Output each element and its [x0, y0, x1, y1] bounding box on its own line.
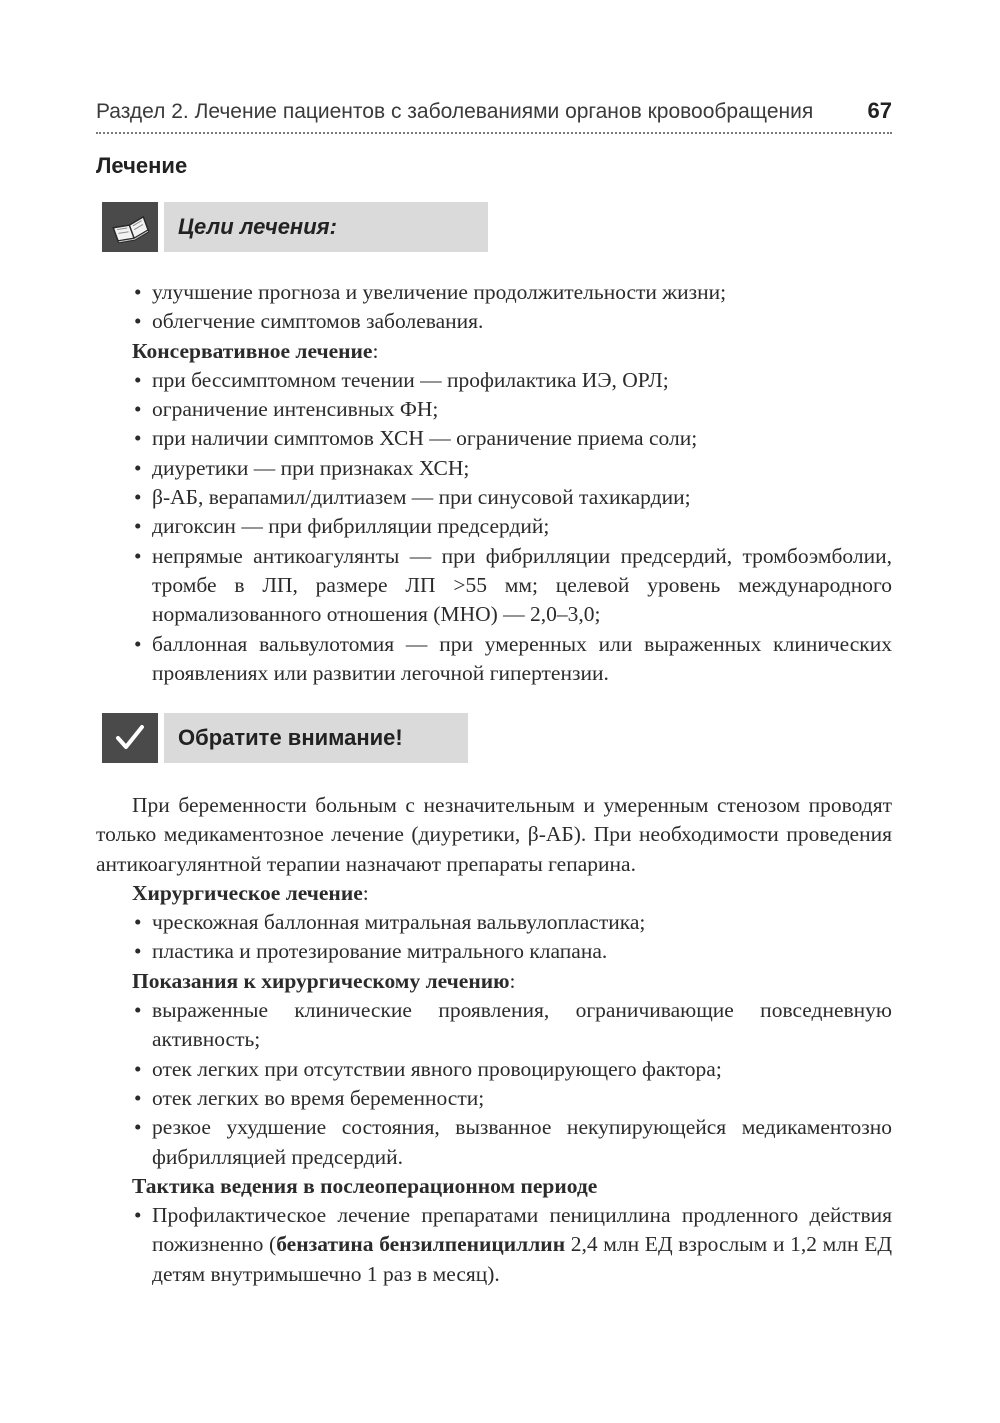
list-item: • облегчение симптомов заболевания.	[132, 307, 892, 336]
conservative-list	[132, 366, 892, 688]
list-item: • при наличии симптомов ХСН — ограничение приема соли;	[132, 424, 892, 453]
postop-item-suffix: 2,4 млн ЕД взрослым и 1,2 млн ЕД детям внутримышечно 1 раз в месяц).	[152, 1232, 892, 1286]
list-item: • отек легких при отсутствии явного провоцирующего фактора;	[132, 1055, 892, 1084]
section-title: Лечение	[96, 153, 188, 178]
attention-callout	[102, 713, 468, 763]
list-item: • резкое ухудшение состояния, вызванное некупирующейся медикаментозно фибрилляцией предсердий.	[132, 1113, 892, 1172]
list-item: • пластика и протезирование митрального клапана.	[132, 937, 892, 966]
list-item: • дигоксин — при фибрилляции предсердий;	[132, 512, 892, 541]
list-item: • непрямые антикоагулянты — при фибрилляции предсердий, тромбоэмболии, тромбе в ЛП, размере ЛП >55 мм; целевой уровень международного нормализованного отношения (МНО) — 2,0–3,0;	[132, 542, 892, 630]
surgical-heading: Хирургическое лечение	[132, 880, 363, 905]
list-item: • баллонная вальвулотомия — при умеренных или выраженных клинических проявлениях или развитии легочной гипертензии.	[132, 630, 892, 689]
conservative-heading-line	[132, 337, 892, 366]
list-item: • отек легких во время беременности;	[132, 1084, 892, 1113]
list-item	[132, 1201, 892, 1289]
goals-callout	[102, 202, 488, 252]
list-item: • при бессимптомном течении — профилактика ИЭ, ОРЛ;	[132, 366, 892, 395]
surgical-heading-line	[132, 879, 892, 908]
conservative-heading: Консервативное лечение	[132, 338, 373, 363]
list-item: • β-АБ, верапамил/дилтиазем — при синусовой тахикардии;	[132, 483, 892, 512]
list-item: • выраженные клинические проявления, ограничивающие повседневную активность;	[132, 996, 892, 1055]
surgical-list	[132, 908, 892, 967]
treatment-text-block	[132, 278, 892, 688]
goals-list	[132, 278, 892, 337]
postop-item-prefix: Профилактическое лечение препаратами пенициллина продленного действия пожизненно (	[152, 1203, 892, 1257]
list-item: • ограничение интенсивных ФН;	[132, 395, 892, 424]
indications-list	[132, 996, 892, 1172]
postop-list	[132, 1201, 892, 1289]
pregnancy-paragraph: При беременности больным с незначительным и умеренным стенозом проводят только медикаментозное лечение (диуретики, β-АБ). При необходимости проведения антикоагулянтной терапии назначают препараты гепарина.	[96, 793, 892, 876]
page-number: 67	[867, 98, 892, 123]
list-item: • диуретики — при признаках ХСН;	[132, 454, 892, 483]
checkmark-icon	[102, 713, 158, 763]
postop-heading: Тактика ведения в послеоперационном периоде	[132, 1173, 598, 1198]
indications-heading: Показания к хирургическому лечению	[132, 968, 510, 993]
heading-colon: :	[362, 880, 369, 905]
running-header	[96, 98, 892, 124]
list-item: • улучшение прогноза и увеличение продолжительности жизни;	[132, 278, 892, 307]
pregnancy-surgery-text-block	[96, 791, 892, 1289]
heading-colon: :	[509, 968, 516, 993]
drug-name: бензатина бензилпенициллин	[276, 1232, 566, 1257]
list-item: • чрескожная баллонная митральная вальвулопластика;	[132, 908, 892, 937]
heading-colon: :	[372, 338, 379, 363]
book-icon	[102, 202, 158, 252]
indications-heading-line	[132, 967, 892, 996]
running-title: Раздел 2. Лечение пациентов с заболеваниями органов кровообращения	[96, 100, 814, 123]
attention-callout-label: Обратите внимание!	[164, 713, 468, 763]
header-dotted-rule	[96, 132, 892, 134]
goals-callout-label: Цели лечения:	[164, 202, 488, 252]
